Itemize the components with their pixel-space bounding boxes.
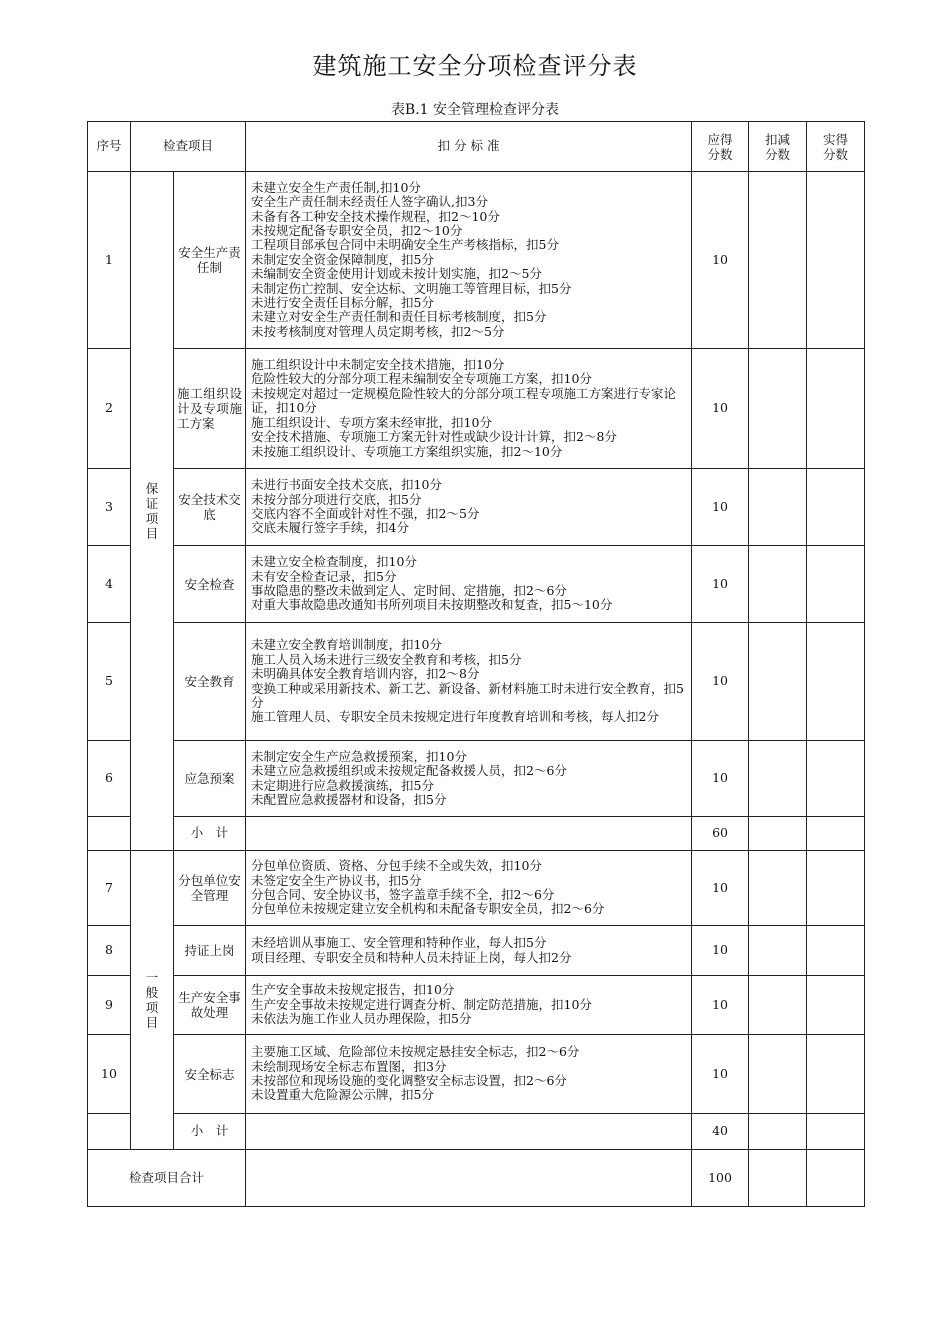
total-label: 检查项目合计 [88,1150,246,1207]
deduct-score-cell[interactable] [749,851,807,926]
subtotal-criteria [246,1114,692,1150]
criteria-line: 生产安全事故未按规定报告，扣10分 [251,982,455,998]
actual-score-cell[interactable] [807,349,865,469]
should-score: 10 [692,172,749,349]
criteria-line: 生产安全事故未按规定进行调查分析、制定防范措施，扣10分 [251,996,592,1012]
should-score: 10 [692,1035,749,1114]
should-score: 10 [692,469,749,546]
total-criteria [246,1150,692,1207]
total-deduct-score[interactable] [749,1150,807,1207]
criteria-line: 未按施工组织设计、专项施工方案组织实施，扣2～10分 [251,443,563,459]
criteria-line: 未按考核制度对管理人员定期考核，扣2～5分 [251,323,505,339]
criteria-line: 未备有各工种安全技术操作规程，扣2～10分 [251,208,500,224]
total-actual-score[interactable] [807,1150,865,1207]
row-number: 7 [88,851,131,926]
criteria-line: 未经培训从事施工、安全管理和特种作业，每人扣5分 [251,935,547,951]
criteria-line: 主要施工区域、危险部位未按规定悬挂安全标志，扣2～6分 [251,1044,580,1060]
actual-score-cell[interactable] [807,172,865,349]
check-item [174,741,246,817]
check-item [174,469,246,546]
criteria-line: 分包合同、安全协议书，签字盖章手续不全，扣2～6分 [251,887,555,902]
table-caption: 表B.1 安全管理检查评分表 [390,102,560,118]
deduction-criteria [246,926,692,976]
criteria-line: 未配置应急救援器材和设备，扣5分 [251,791,447,807]
header-actual-score: 实得 分数 [807,122,865,172]
deduct-score-cell[interactable] [749,1035,807,1114]
table-row [88,623,865,741]
row-number: 6 [88,741,131,817]
row-number: 1 [88,172,131,349]
deduct-score-cell[interactable] [749,172,807,349]
row-number: 2 [88,349,131,469]
criteria-line: 未进行安全责任目标分解，扣5分 [251,295,434,311]
header-criteria: 扣 分 标 准 [246,122,692,172]
subtotal-criteria [246,817,692,851]
check-item [174,926,246,976]
check-item-label: 安全标志 [184,1066,235,1082]
criteria-line: 未按规定对超过一定规模危险性较大的分部分项工程专项施工方案进行专家论证，扣10分 [251,385,677,416]
deduction-criteria [246,851,692,926]
subtotal-should-score: 60 [692,817,749,851]
actual-score-cell[interactable] [807,469,865,546]
scoring-table [87,121,865,1207]
criteria-line: 未依法为施工作业人员办理保险，扣5分 [251,1011,472,1027]
deduction-criteria [246,623,692,741]
check-item-label: 生产安全事故处理 [178,990,241,1020]
deduct-score-cell[interactable] [749,349,807,469]
criteria-line: 未建立安全检查制度，扣10分 [251,554,417,570]
criteria-line: 危险性较大的分部分项工程未编制安全专项施工方案，扣10分 [251,371,592,387]
check-item [174,546,246,623]
subtotal-deduct-score[interactable] [749,1114,807,1150]
row-number: 3 [88,469,131,546]
actual-score-cell[interactable] [807,741,865,817]
deduction-criteria [246,1035,692,1114]
should-score: 10 [692,851,749,926]
check-item-label: 应急预案 [184,771,235,786]
criteria-line: 未按部位和现场设施的变化调整安全标志设置，扣2～6分 [251,1073,567,1088]
group-label-guarantee: 保证项目 [131,172,174,851]
row-number: 10 [88,1035,131,1114]
header-deduct-score: 扣减 分数 [749,122,807,172]
criteria-line: 未制定伤亡控制、安全达标、文明施工等管理目标，扣5分 [251,280,572,296]
criteria-line: 安全技术措施、专项施工方案无针对性或缺少设计计算，扣2～8分 [251,429,617,445]
check-item-label: 持证上岗 [184,943,235,958]
criteria-line: 变换工种或采用新技术、新工艺、新设备、新材料施工时未进行安全教育，扣5分 [251,680,684,710]
criteria-line: 未建立对安全生产责任制和责任目标考核制度，扣5分 [251,309,547,325]
subtotal-deduct-score[interactable] [749,817,807,851]
check-item-label: 安全检查 [184,576,235,592]
criteria-line: 未建立安全生产责任制,扣10分 [251,179,421,195]
criteria-line: 项目经理、专职安全员和特种人员未持证上岗，每人扣2分 [251,949,572,965]
criteria-line: 施工人员入场未进行三级安全教育和考核，扣5分 [251,651,522,667]
subtotal-should-score: 40 [692,1114,749,1150]
actual-score-cell[interactable] [807,926,865,976]
actual-score-cell[interactable] [807,976,865,1035]
row-number: 4 [88,546,131,623]
table-row [88,1035,865,1114]
subtotal-actual-score[interactable] [807,1114,865,1150]
actual-score-cell[interactable] [807,546,865,623]
criteria-line: 未按分部分项进行交底，扣5分 [251,491,422,507]
criteria-line: 施工管理人员、专职安全员未按规定进行年度教育培训和考核，每人扣2分 [251,709,659,725]
deduction-criteria [246,976,692,1035]
actual-score-cell[interactable] [807,1035,865,1114]
group-label-general: 一般项目 [131,851,174,1150]
deduction-criteria [246,469,692,546]
deduct-score-cell[interactable] [749,976,807,1035]
criteria-line: 分包单位资质、资格、分包手续不全或失效，扣10分 [251,858,542,874]
criteria-line: 未有安全检查记录，扣5分 [251,568,397,584]
header-item: 检查项目 [131,122,246,172]
criteria-line: 未按规定配备专职安全员，扣2～10分 [251,222,463,238]
table-row [88,172,865,349]
criteria-line: 事故隐患的整改未做到定人、定时间、定措施，扣2～6分 [251,583,567,598]
page-title: 建筑施工安全分项检查评分表 [312,52,638,80]
header-row [88,122,865,172]
deduct-score-cell[interactable] [749,623,807,741]
check-item [174,349,246,469]
criteria-line: 交底内容不全面或针对性不强，扣2～5分 [251,506,480,521]
check-item [174,623,246,741]
should-score: 10 [692,926,749,976]
check-item-label: 分包单位安全管理 [178,873,241,903]
row-number: 8 [88,926,131,976]
criteria-line: 施工组织设计中未制定安全技术措施，扣10分 [251,357,505,373]
total-should-score: 100 [692,1150,749,1207]
check-item-label: 安全技术交底 [178,492,241,522]
check-item [174,851,246,926]
check-item [174,172,246,349]
should-score: 10 [692,976,749,1035]
criteria-line: 未编制安全资金使用计划或未按计划实施，扣2～5分 [251,266,542,282]
table-row [88,469,865,546]
subtotal-label: 小 计 [174,817,246,851]
criteria-line: 未明确具体安全教育培训内容，扣2～8分 [251,666,480,682]
deduct-score-cell[interactable] [749,469,807,546]
check-item [174,976,246,1035]
subtotal-label: 小 计 [174,1114,246,1150]
subtotal-row [88,817,865,851]
header-no: 序号 [88,122,131,172]
deduction-criteria [246,172,692,349]
table-row [88,976,865,1035]
subtotal-no [88,817,131,851]
subtotal-row [88,1114,865,1150]
criteria-line: 对重大事故隐患改通知书所列项目未按期整改和复查，扣5～10分 [251,597,613,613]
criteria-line: 未定期进行应急救援演练，扣5分 [251,777,434,793]
table-row [88,546,865,623]
criteria-line: 安全生产责任制未经责任人签字确认,扣3分 [251,194,488,210]
criteria-line: 未进行书面安全技术交底，扣10分 [251,477,442,493]
subtotal-no [88,1114,131,1150]
should-score: 10 [692,349,749,469]
criteria-line: 未建立安全教育培训制度，扣10分 [251,637,442,653]
row-number: 9 [88,976,131,1035]
subtotal-actual-score[interactable] [807,817,865,851]
table-row [88,741,865,817]
table-row [88,349,865,469]
deduct-score-cell[interactable] [749,741,807,817]
should-score: 10 [692,741,749,817]
total-row [88,1150,865,1207]
should-score: 10 [692,546,749,623]
actual-score-cell[interactable] [807,851,865,926]
actual-score-cell[interactable] [807,623,865,741]
row-number: 5 [88,623,131,741]
table-row [88,926,865,976]
check-item-label: 安全生产责任制 [178,245,241,275]
header-should-score: 应得 分数 [692,122,749,172]
check-item [174,1035,246,1114]
deduction-criteria [246,546,692,623]
criteria-line: 未设置重大危险源公示牌，扣5分 [251,1087,434,1103]
check-item-label: 安全教育 [184,674,235,689]
criteria-line: 交底未履行签字手续，扣4分 [251,520,409,536]
criteria-line: 未制定安全生产应急救援预案，扣10分 [251,748,467,764]
criteria-line: 未签定安全生产协议书，扣5分 [251,872,422,888]
criteria-line: 未制定安全资金保障制度，扣5分 [251,251,434,267]
criteria-line: 工程项目部承包合同中未明确安全生产考核指标，扣5分 [251,237,559,253]
deduct-score-cell[interactable] [749,546,807,623]
criteria-line: 未绘制现场安全标志布置图，扣3分 [251,1058,447,1074]
deduction-criteria [246,741,692,817]
criteria-line: 施工组织设计、专项方案未经审批，扣10分 [251,414,492,430]
should-score: 10 [692,623,749,741]
criteria-line: 未建立应急救援组织或未按规定配备救援人员，扣2～6分 [251,763,567,779]
criteria-line: 分包单位未按规定建立安全机构和未配备专职安全员，扣2～6分 [251,901,605,917]
table-row [88,851,865,926]
check-item-label: 施工组织设计及专项施工方案 [177,386,243,431]
deduction-criteria [246,349,692,469]
deduct-score-cell[interactable] [749,926,807,976]
